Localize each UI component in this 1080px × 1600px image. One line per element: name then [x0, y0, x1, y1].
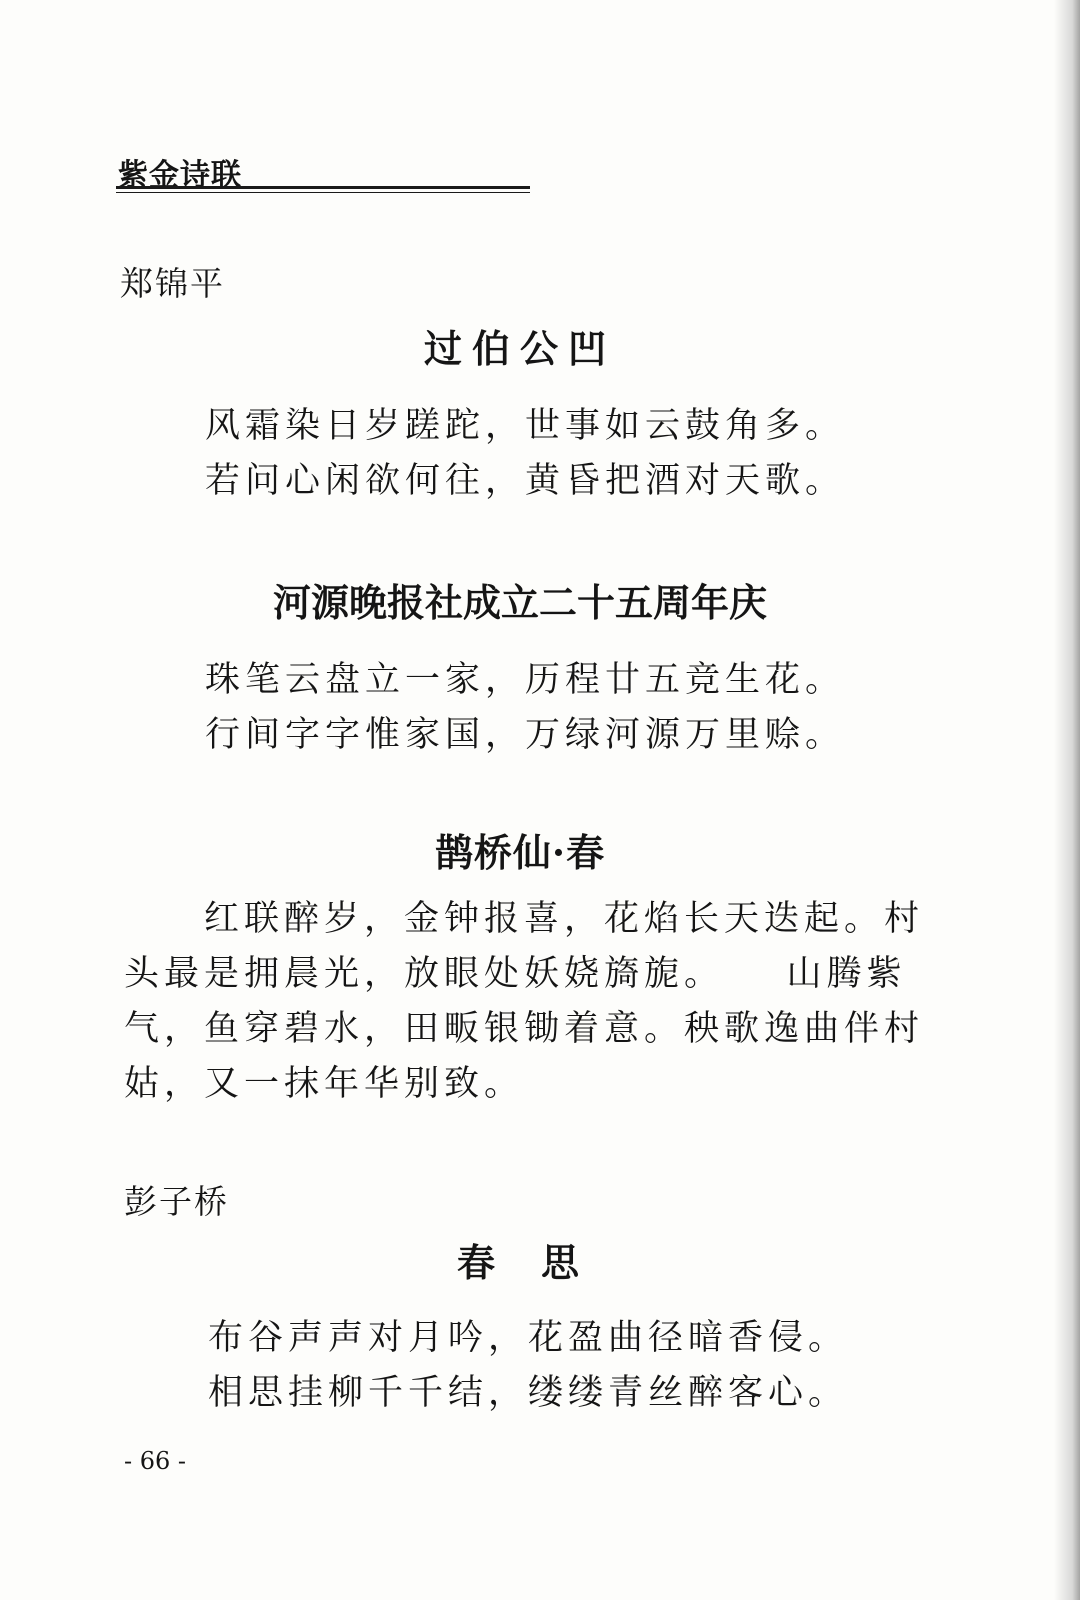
running-head-rule	[116, 186, 530, 189]
poem-body: 红联醉岁，金钟报喜，花焰长天迭起。村头最是拥晨光，放眼处妖娆旖旎。 山腾紫气，鱼穿碧水，田畈银锄着意。秧歌逸曲伴村姑，又一抹年华别致。	[124, 899, 925, 1104]
poem-title: 春 思	[456, 1240, 583, 1285]
poem-line: 若问心闲欲何往，黄昏把酒对天歌。	[205, 461, 846, 501]
running-head: 紫金诗联	[118, 158, 242, 193]
poem-title: 河源晚报社成立二十五周年庆	[272, 580, 767, 625]
author-name: 彭子桥	[124, 1182, 229, 1221]
poem-line: 相思挂柳千千结，缕缕青丝醉客心。	[208, 1373, 849, 1413]
page-edge-shadow	[1054, 0, 1080, 1600]
poem-title: 过伯公凹	[423, 326, 616, 371]
poem-line: 珠笔云盘立一家，历程廿五竞生花。	[205, 660, 846, 700]
poem-line: 布谷声声对月吟，花盈曲径暗香侵。	[208, 1318, 849, 1358]
page-number: - 66 -	[124, 1447, 187, 1475]
poem-title: 鹊桥仙·春	[434, 830, 606, 875]
author-name: 郑锦平	[120, 264, 225, 303]
poem-line: 行间字字惟家国，万绿河源万里赊。	[205, 715, 846, 755]
poem-line: 风霜染日岁蹉跎，世事如云鼓角多。	[205, 406, 846, 446]
running-head-rule-thin	[116, 192, 530, 193]
